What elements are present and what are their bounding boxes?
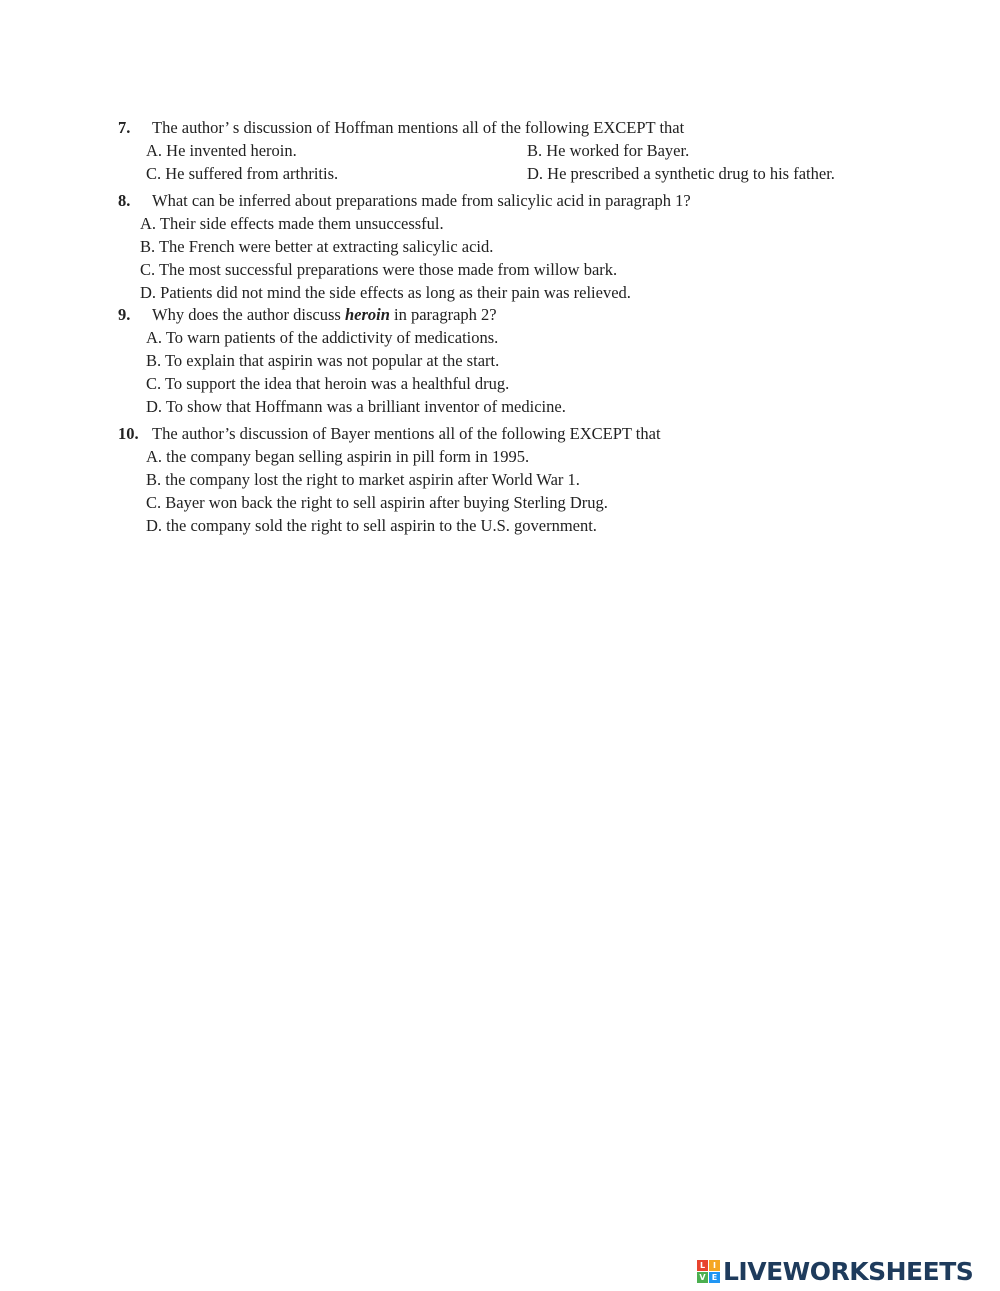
- logo-tile-v: V: [697, 1272, 708, 1283]
- logo-tile-i: I: [709, 1260, 720, 1271]
- question-7: [118, 116, 918, 185]
- option-c[interactable]: C. To support the idea that heroin was a healthful drug.: [146, 374, 510, 393]
- question-number: 8.: [118, 191, 131, 210]
- option-d[interactable]: D. To show that Hoffmann was a brilliant inventor of medicine.: [146, 397, 566, 416]
- option-b[interactable]: B. the company lost the right to market aspirin after World War 1.: [146, 470, 580, 489]
- option-c[interactable]: C. He suffered from arthritis.: [146, 164, 339, 183]
- option-b[interactable]: B. The French were better at extracting salicylic acid.: [140, 237, 494, 256]
- question-stem: [118, 116, 918, 139]
- option-c[interactable]: C. Bayer won back the right to sell aspirin after buying Sterling Drug.: [146, 493, 608, 512]
- option-b[interactable]: B. To explain that aspirin was not popular at the start.: [146, 351, 500, 370]
- question-emphasis: heroin: [344, 305, 390, 324]
- question-stem: [118, 303, 918, 326]
- liveworksheets-logo-icon: [697, 1260, 720, 1283]
- question-stem: [118, 189, 918, 212]
- logo-tile-l: L: [697, 1260, 708, 1271]
- question-text-before: Why does the author discuss: [152, 305, 345, 324]
- logo-tile-e: E: [709, 1272, 720, 1283]
- liveworksheets-brand: [697, 1256, 973, 1286]
- option-a[interactable]: A. He invented heroin.: [146, 141, 297, 160]
- option-a[interactable]: A. To warn patients of the addictivity of medications.: [146, 328, 499, 347]
- question-8: [118, 189, 918, 304]
- question-10: [118, 422, 918, 537]
- option-a[interactable]: A. the company began selling aspirin in pill form in 1995.: [146, 447, 530, 466]
- option-b[interactable]: B. He worked for Bayer.: [527, 141, 690, 160]
- answer-options: [118, 139, 918, 185]
- option-c[interactable]: C. The most successful preparations were those made from willow bark.: [140, 260, 618, 279]
- question-stem: [118, 422, 918, 445]
- option-d[interactable]: D. He prescribed a synthetic drug to his father.: [527, 164, 835, 183]
- question-number: 9.: [118, 305, 131, 324]
- question-text-after: in paragraph 2?: [389, 305, 497, 324]
- question-text: The author’s discussion of Bayer mentions all of the following EXCEPT that: [152, 424, 661, 443]
- question-number: 10.: [118, 424, 139, 443]
- question-text: What can be inferred about preparations made from salicylic acid in paragraph 1?: [152, 191, 691, 210]
- question-text: The author’ s discussion of Hoffman mentions all of the following EXCEPT that: [152, 118, 685, 137]
- question-9: [118, 303, 918, 418]
- option-a[interactable]: A. Their side effects made them unsuccessful.: [140, 214, 444, 233]
- option-d[interactable]: D. Patients did not mind the side effects as long as their pain was relieved.: [140, 283, 631, 302]
- liveworksheets-wordmark: LIVEWORKSHEETS: [723, 1256, 974, 1286]
- option-d[interactable]: D. the company sold the right to sell aspirin to the U.S. government.: [146, 516, 597, 535]
- question-number: 7.: [118, 118, 131, 137]
